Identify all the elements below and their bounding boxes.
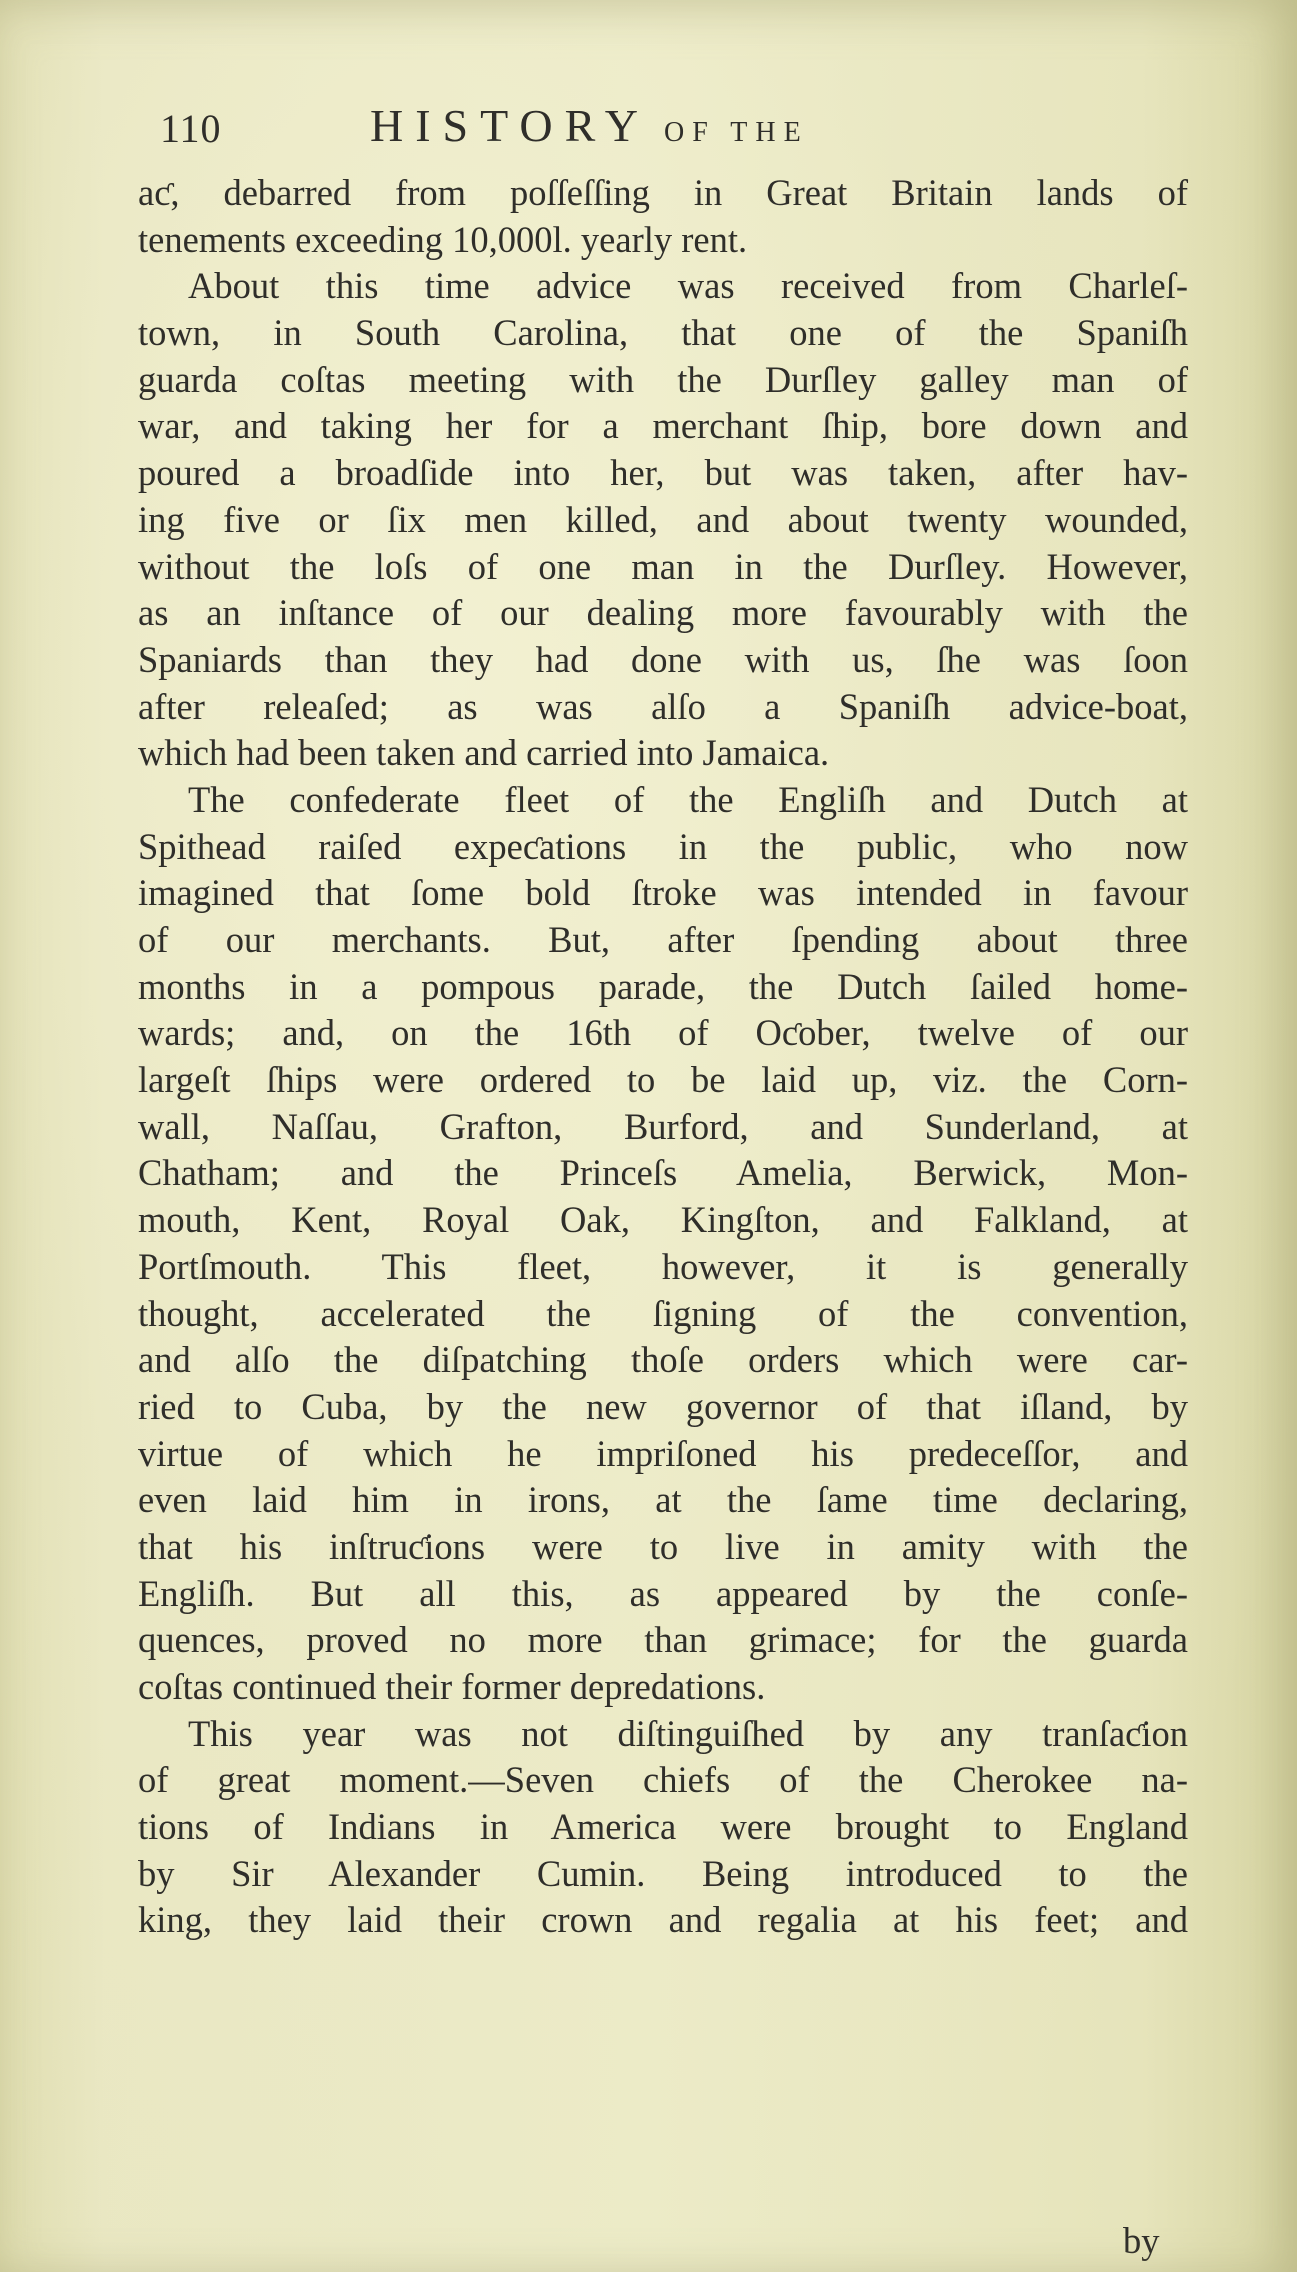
- text-line: This year was not diſtinguiſhed by any tranſaƈion: [188, 1712, 1188, 1754]
- page-number: 110: [160, 106, 222, 151]
- text-line: king, they laid their crown and regalia at his feet; and: [138, 1899, 1188, 1941]
- text-line: that his inſtruƈions were to live in amity with the: [138, 1525, 1188, 1567]
- text-line: The confederate fleet of the Engliſh and Dutch at: [188, 778, 1188, 820]
- text-line: wall, Naſſau, Grafton, Burford, and Sunderland, at: [138, 1105, 1188, 1147]
- body-text: [138, 170, 1188, 1944]
- text-line: even laid him in irons, at the ſame time declaring,: [138, 1479, 1188, 1521]
- text-line: poured a broadſide into her, but was taken, after hav-: [138, 452, 1188, 494]
- text-line: largeſt ſhips were ordered to be laid up, viz. the Corn-: [138, 1059, 1188, 1101]
- text-line: town, in South Carolina, that one of the Spaniſh: [138, 312, 1188, 354]
- running-head-small: OF THE: [663, 117, 809, 148]
- page-header: [160, 100, 1190, 165]
- text-line: of great moment.—Seven chiefs of the Cherokee na-: [138, 1759, 1188, 1801]
- text-line: war, and taking her for a merchant ſhip, bore down and: [138, 405, 1188, 447]
- text-line: quences, proved no more than grimace; for the guarda: [138, 1619, 1188, 1661]
- text-line: Portſmouth. This fleet, however, it is generally: [138, 1245, 1188, 1287]
- text-line: which had been taken and carried into Jamaica.: [138, 732, 830, 774]
- text-line: without the loſs of one man in the Durſley. However,: [138, 545, 1188, 587]
- text-line: Spithead raiſed expeƈations in the public, who now: [138, 825, 1188, 867]
- text-line: ried to Cuba, by the new governor of that iſland, by: [138, 1385, 1188, 1427]
- text-line: tenements exceeding 10,000l. yearly rent.: [138, 218, 748, 260]
- text-line: imagined that ſome bold ſtroke was intended in favour: [138, 872, 1188, 914]
- text-line: guarda coſtas meeting with the Durſley galley man of: [138, 358, 1188, 400]
- text-line: Engliſh. But all this, as appeared by the conſe-: [138, 1572, 1188, 1614]
- text-line: ing five or ſix men killed, and about twenty wounded,: [138, 498, 1188, 540]
- text-line: mouth, Kent, Royal Oak, Kingſton, and Falkland, at: [138, 1199, 1188, 1241]
- text-line: and alſo the diſpatching thoſe orders which were car-: [138, 1339, 1188, 1381]
- text-line: wards; and, on the 16th of Oƈober, twelve of our: [138, 1012, 1188, 1054]
- catchword: by: [1123, 2220, 1160, 2261]
- text-line: of our merchants. But, after ſpending about three: [138, 919, 1188, 960]
- text-line: Chatham; and the Princeſs Amelia, Berwick, Mon-: [138, 1152, 1188, 1194]
- text-line: tions of Indians in America were brought to England: [138, 1806, 1188, 1848]
- text-line: Spaniards than they had done with us, ſhe was ſoon: [138, 638, 1188, 680]
- text-line: as an inſtance of our dealing more favourably with the: [138, 592, 1188, 634]
- text-line: by Sir Alexander Cumin. Being introduced to the: [138, 1852, 1188, 1894]
- running-head: [370, 99, 809, 152]
- text-line: About this time advice was received from Charleſ-: [188, 265, 1188, 307]
- text-line: after releaſed; as was alſo a Spaniſh advice-boat,: [138, 685, 1188, 727]
- text-line: coſtas continued their former depredations.: [138, 1666, 766, 1707]
- text-line: thought, accelerated the ſigning of the convention,: [138, 1292, 1188, 1334]
- text-line: aƈ, debarred from poſſeſſing in Great Britain lands of: [138, 172, 1188, 213]
- text-line: virtue of which he impriſoned his predeceſſor, and: [138, 1432, 1188, 1474]
- text-line: months in a pompous parade, the Dutch ſailed home-: [138, 965, 1188, 1007]
- running-head-main: HISTORY: [370, 100, 650, 151]
